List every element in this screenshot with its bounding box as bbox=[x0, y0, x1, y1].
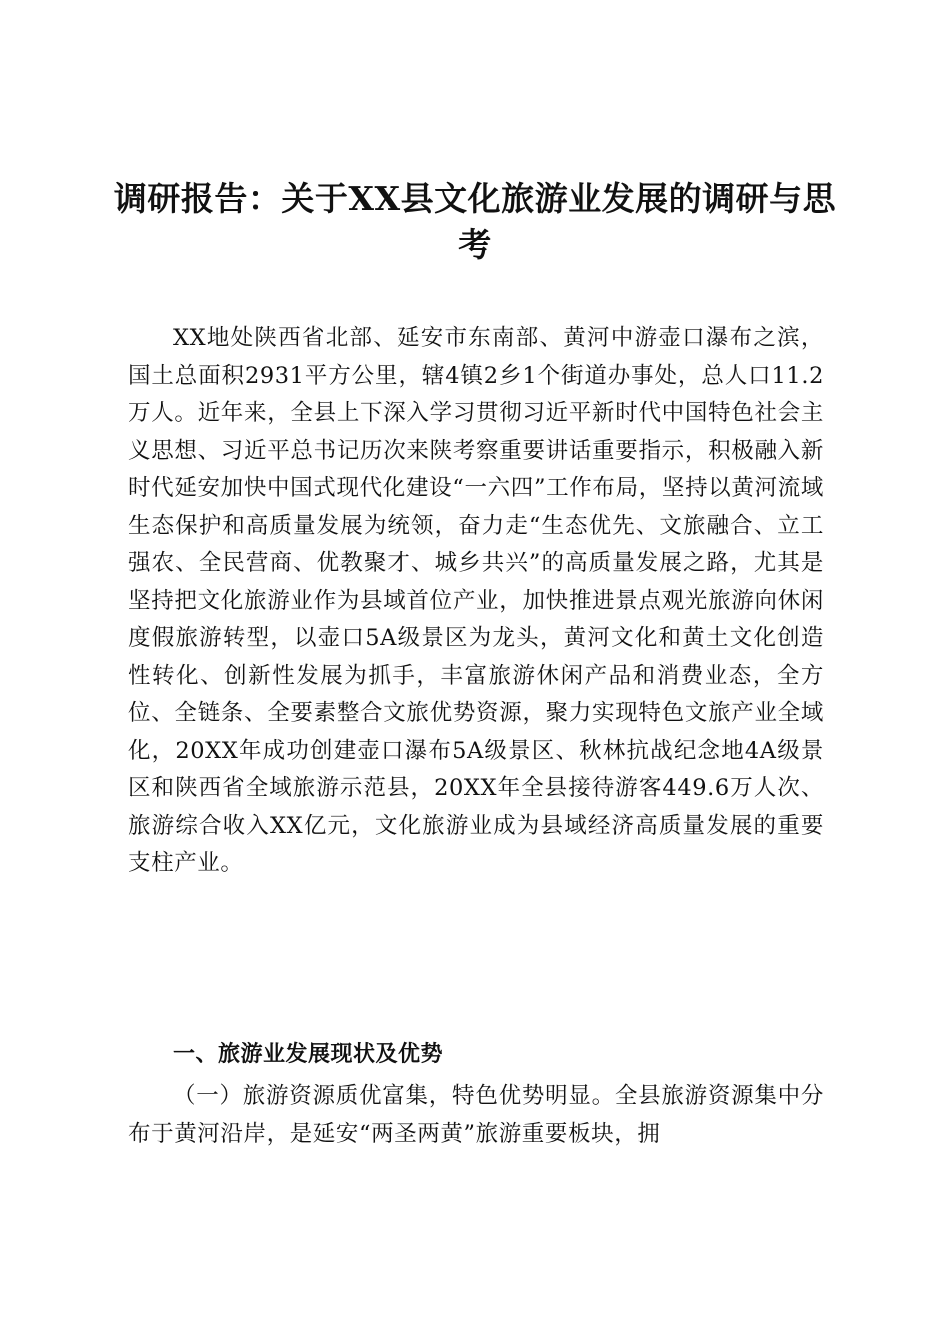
section-heading: 一、旅游业发展现状及优势 bbox=[173, 1042, 444, 1067]
subsection-paragraph: （一）旅游资源质优富集，特色优势明显。全县旅游资源集中分布于黄河沿岸，是延安“两圣两黄”旅游重要板块，拥 bbox=[128, 1083, 824, 1147]
intro-paragraph: XX地处陕西省北部、延安市东南部、黄河中游壶口瀑布之滨，国土总面积2931平方公里，辖4镇2乡1个街道办事处，总人口11.2万人。近年来，全县上下深入学习贯彻习近平新时代中国特色社会主义思想、习近平总书记历次来陕考察重要讲话重要指示，积极融入新时代延安加快中国式现代化建设“一六四”工作布局，坚持以黄河流域生态保护和高质量发展为统领，奋力走“生态优先、文旅融合、立工强农、全民营商、优教聚才、城乡共兴”的高质量发展之路，尤其是坚持把文化旅游业作为县域首位产业，加快推进景点观光旅游向休闲度假旅游转型，以壶口5A级景区为龙头，黄河文化和黄土文化创造性转化、创新性发展为抓手，丰富旅游休闲产品和消费业态，全方位、全链条、全要素整合文旅优势资源，聚力实现特色文旅产业全域化，20XX年成功创建壶口瀑布5A级景区、秋林抗战纪念地4A级景区和陕西省全域旅游示范县，20XX年全县接待游客449.6万人次、旅游综合收入XX亿元，文化旅游业成为县域经济高质量发展的重要支柱产业。 bbox=[128, 325, 824, 876]
page-title: 调研报告：关于XX县文化旅游业发展的调研与思考 bbox=[113, 179, 837, 264]
